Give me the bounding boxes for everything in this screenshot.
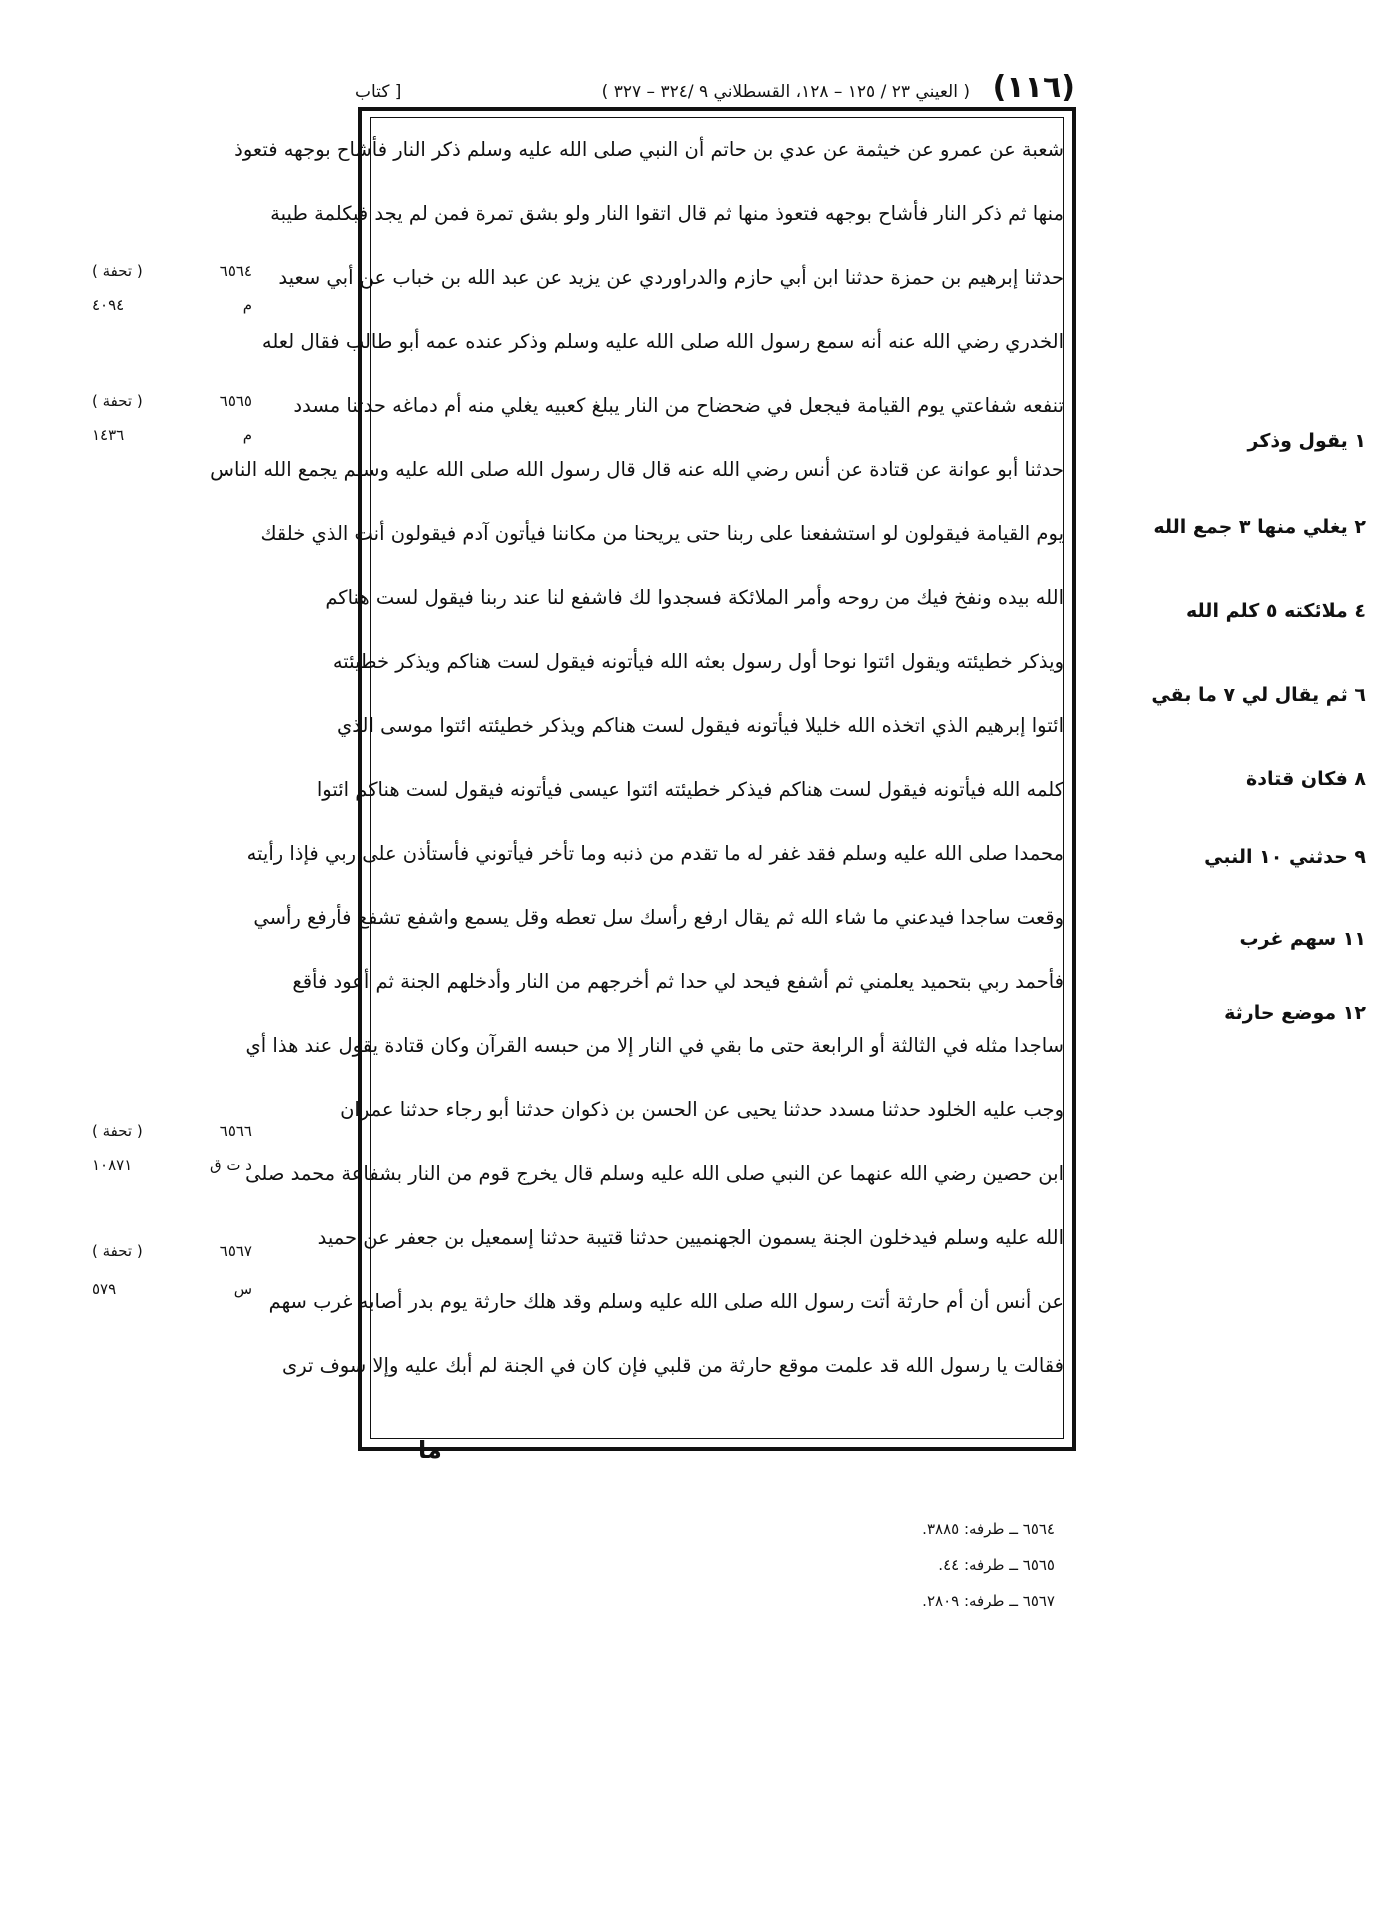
hadith-reference: [92, 262, 252, 284]
margin-gloss: ٢ يغلي منها ٣ جمع الله: [1153, 516, 1366, 538]
book-label: [ كتاب: [355, 82, 402, 102]
reference-label: ٥٧٩: [92, 1280, 117, 1298]
margin-gloss: ٤ ملائكته ٥ كلم الله: [1186, 600, 1366, 622]
reference-label: ( تحفة ): [92, 1242, 143, 1260]
margin-gloss: ٨ فكان قتادة: [1246, 768, 1366, 790]
hadith-number: م: [242, 426, 252, 444]
text-line: وقعت ساجدا فيدعني ما شاء الله ثم يقال ارفع رأسك سل تعطه وقل يسمع واشفع تشفع فأرفع رأسي: [253, 906, 1064, 929]
text-line: ويذكر خطيئته ويقول ائتوا نوحا أول رسول بعثه الله فيأتونه فيقول لست هناكم ويذكر خطيئته: [332, 650, 1064, 673]
reference-label: ٤٠٩٤: [92, 296, 125, 314]
hadith-number: ٦٥٦٥: [219, 392, 252, 410]
hadith-reference: [92, 1122, 252, 1144]
text-line: شعبة عن عمرو عن خيثمة عن عدي بن حاتم أن النبي صلى الله عليه وسلم ذكر النار فأشاح بوجهه فتعوذ: [234, 138, 1064, 161]
reference-label: ( تحفة ): [92, 262, 143, 280]
hadith-number: ٦٥٦٤: [219, 262, 252, 280]
margin-gloss: ١١ سهم غرب: [1239, 928, 1366, 950]
text-line: فقالت يا رسول الله قد علمت موقع حارثة من قلبي فإن كان في الجنة لم أبك عليه وإلا سوف ترى: [281, 1354, 1064, 1377]
text-line: الله بيده ونفخ فيك من روحه وأمر الملائكة فسجدوا لك فاشفع لنا عند ربنا فيقول لست هناكم: [325, 586, 1064, 609]
text-line: وجب عليه الخلود حدثنا مسدد حدثنا يحيى عن الحسن بن ذكوان حدثنا أبو رجاء حدثنا عمران: [340, 1098, 1064, 1121]
text-line: كلمه الله فيأتونه فيقول لست هناكم فيذكر خطيئته ائتوا عيسى فيأتونه فيقول لست هناكم ائتوا: [316, 778, 1064, 801]
hadith-reference: [92, 1242, 252, 1264]
text-line: حدثنا أبو عوانة عن قتادة عن أنس رضي الله عنه قال قال رسول الله صلى الله عليه وسلم يجمع الله الناس: [210, 458, 1064, 481]
page-header: [355, 70, 1075, 108]
hadith-number: م: [242, 296, 252, 314]
hadith-reference: [92, 426, 252, 448]
margin-gloss: ٦ ثم يقال لي ٧ ما بقي: [1151, 684, 1366, 706]
commentary-reference: ( العيني ٢٣ / ١٢٥ – ١٢٨، القسطلاني ٩ /٣٢٤ – ٣٢٧ ): [601, 82, 970, 102]
text-line: ساجدا مثله في الثالثة أو الرابعة حتى ما بقي في النار إلا من حبسه القرآن وكان قتادة يقول عند هذا أي: [245, 1034, 1064, 1057]
footnote: ٦٥٦٤ ــ طرفه: ٣٨٨٥.: [922, 1520, 1055, 1538]
catchword: ما: [418, 1436, 442, 1464]
text-line: تنفعه شفاعتي يوم القيامة فيجعل في ضحضاح من النار يبلغ كعبيه يغلي منه أم دماغه حدثنا مسدد: [293, 394, 1064, 417]
text-line: الله عليه وسلم فيدخلون الجنة يسمون الجهنميين حدثنا قتيبة حدثنا إسمعيل بن جعفر عن حميد: [317, 1226, 1064, 1249]
text-line: منها ثم ذكر النار فأشاح بوجهه فتعوذ منها ثم قال اتقوا النار ولو بشق تمرة فمن لم يجد فبكلمة طيبة: [270, 202, 1064, 225]
text-line: ائتوا إبرهيم الذي اتخذه الله خليلا فيأتونه فيقول لست هناكم ويذكر خطيئته ائتوا موسى الذي: [337, 714, 1064, 737]
hadith-number: د ت ق: [210, 1156, 252, 1174]
reference-label: ( تحفة ): [92, 1122, 143, 1140]
text-line: الخدري رضي الله عنه أنه سمع رسول الله صلى الله عليه وسلم وذكر عنده عمه أبو طالب فقال لعله: [261, 330, 1064, 353]
footnote: ٦٥٦٧ ــ طرفه: ٢٨٠٩.: [922, 1592, 1055, 1610]
hadith-number: ٦٥٦٧: [219, 1242, 252, 1260]
text-line: عن أنس أن أم حارثة أتت رسول الله صلى الله عليه وسلم وقد هلك حارثة يوم بدر أصابه غرب سهم: [268, 1290, 1064, 1313]
footnote: ٦٥٦٥ ــ طرفه: ٤٤.: [938, 1556, 1055, 1574]
text-line: ابن حصين رضي الله عنهما عن النبي صلى الله عليه وسلم قال يخرج قوم من النار بشفاعة محمد صلى: [245, 1162, 1064, 1185]
text-line: فأحمد ربي بتحميد يعلمني ثم أشفع فيحد لي حدا ثم أخرجهم من النار وأدخلهم الجنة ثم أعود فأقع: [292, 970, 1064, 993]
reference-label: ١٠٨٧١: [92, 1156, 133, 1174]
hadith-number: س: [233, 1280, 252, 1298]
reference-label: ١٤٣٦: [92, 426, 125, 444]
hadith-reference: [92, 1280, 252, 1302]
hadith-number: ٦٥٦٦: [219, 1122, 252, 1140]
reference-label: ( تحفة ): [92, 392, 143, 410]
margin-gloss: ١٢ موضع حارثة: [1224, 1002, 1366, 1024]
text-line: محمدا صلى الله عليه وسلم فقد غفر له ما تقدم من ذنبه وما تأخر فيأتوني فأستأذن على ربي فإذا رأيته: [246, 842, 1064, 865]
margin-gloss: ١ يقول وذكر: [1247, 430, 1366, 452]
hadith-reference: [92, 392, 252, 414]
hadith-reference: [92, 296, 252, 318]
margin-gloss: ٩ حدثني ١٠ النبي: [1204, 846, 1366, 868]
text-line: حدثنا إبرهيم بن حمزة حدثنا ابن أبي حازم والدراوردي عن يزيد عن عبد الله بن خباب عن أبي سعيد: [278, 266, 1064, 289]
page-number: (١١٦): [992, 70, 1075, 105]
hadith-reference: [92, 1156, 252, 1178]
text-line: يوم القيامة فيقولون لو استشفعنا على ربنا حتى يريحنا من مكاننا فيأتون آدم فيقولون أنت الذي خلقك: [260, 522, 1064, 545]
